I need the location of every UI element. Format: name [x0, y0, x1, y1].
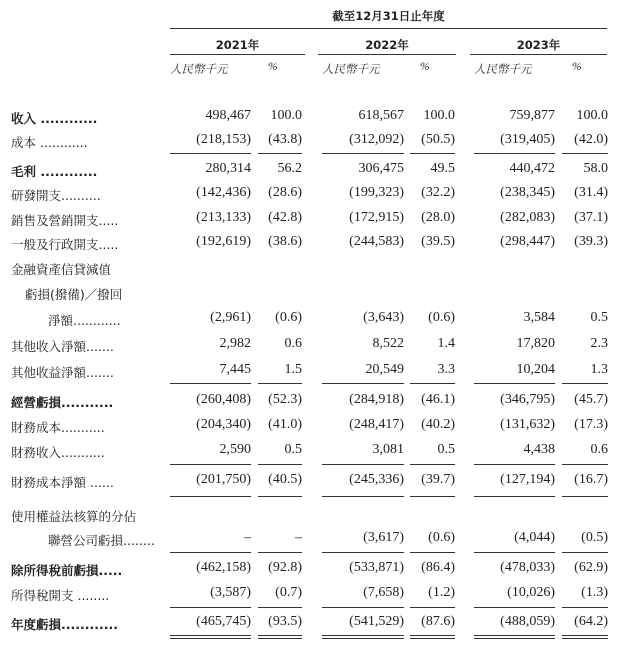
row-label: 收入 ............ — [11, 111, 98, 126]
cell-amount-2023: 10,204 — [516, 362, 555, 377]
row-label: 虧損(撥備)／撥回 — [25, 287, 123, 302]
cell-pct-2023: 2.3 — [590, 336, 608, 351]
cell-pct-2022: 49.5 — [430, 161, 455, 176]
row-label: 除所得稅前虧損..... — [11, 563, 123, 578]
year-rule-2021 — [170, 54, 305, 55]
cell-amount-2022: (172,915) — [349, 210, 404, 225]
row-label: 淨額............ — [48, 313, 121, 328]
cell-amount-2022: (312,092) — [349, 132, 404, 147]
cell-amount-2021: (201,750) — [196, 472, 251, 487]
year-header-2022: 2022年 — [365, 38, 409, 52]
row-label: 財務成本........... — [11, 420, 105, 435]
row-label: 使用權益法核算的分佔 — [11, 509, 137, 524]
row-label: 金融資產信貸減值 — [11, 262, 112, 277]
cell-amount-2021: 2,982 — [219, 336, 251, 351]
subtotal-rule — [258, 607, 302, 608]
row-label: 毛利 ............ — [11, 164, 98, 179]
subtotal-rule — [322, 464, 404, 465]
cell-amount-2023: 17,820 — [516, 336, 555, 351]
cell-amount-2022: (244,583) — [349, 234, 404, 249]
row-label: 年度虧損............ — [11, 617, 118, 632]
cell-amount-2021: (213,133) — [196, 210, 251, 225]
year-header-2021: 2021年 — [215, 38, 260, 52]
subtotal-rule — [410, 496, 455, 497]
cell-pct-2023: (39.3) — [574, 234, 608, 249]
cell-amount-2023: (127,194) — [500, 472, 555, 487]
subtotal-rule — [474, 552, 555, 553]
cell-pct-2023: (37.1) — [574, 210, 608, 225]
cell-amount-2022: 306,475 — [358, 161, 404, 176]
subtotal-rule — [322, 383, 404, 384]
subtotal-rule — [562, 383, 608, 384]
cell-amount-2023: (10,026) — [507, 585, 555, 600]
cell-pct-2021: (52.3) — [268, 392, 302, 407]
subtotal-rule — [410, 383, 455, 384]
cell-pct-2021: (40.5) — [268, 472, 302, 487]
cell-pct-2021: (38.6) — [268, 234, 302, 249]
subtotal-rule — [258, 552, 302, 553]
cell-pct-2021: 100.0 — [270, 108, 302, 123]
cell-amount-2022: 20,549 — [365, 362, 404, 377]
cell-pct-2023: (45.7) — [574, 392, 608, 407]
cell-amount-2021: (260,408) — [196, 392, 251, 407]
subtotal-rule — [170, 607, 251, 608]
cell-amount-2021: (3,587) — [210, 585, 251, 600]
row-label: 聯營公司虧損........ — [48, 533, 155, 548]
total-double-rule — [562, 638, 608, 639]
subtotal-rule — [170, 153, 251, 154]
cell-amount-2022: (3,617) — [363, 530, 404, 545]
subtotal-rule — [474, 383, 555, 384]
cell-amount-2023: 3,584 — [523, 310, 555, 325]
cell-pct-2023: (1.3) — [581, 585, 608, 600]
cell-pct-2023: (31.4) — [574, 185, 608, 200]
cell-pct-2021: (92.8) — [268, 560, 302, 575]
cell-pct-2021: (93.5) — [268, 614, 302, 629]
cell-pct-2021: (0.6) — [275, 310, 302, 325]
cell-pct-2022: (50.5) — [421, 132, 455, 147]
cell-amount-2021: (218,153) — [196, 132, 251, 147]
cell-pct-2022: (46.1) — [421, 392, 455, 407]
cell-pct-2022: (0.6) — [428, 310, 455, 325]
cell-pct-2021: (42.8) — [268, 210, 302, 225]
cell-amount-2022: (284,918) — [349, 392, 404, 407]
cell-amount-2022: (3,643) — [363, 310, 404, 325]
subtotal-rule — [322, 552, 404, 553]
cell-amount-2021: (465,745) — [196, 614, 251, 629]
cell-amount-2021: (204,340) — [196, 417, 251, 432]
row-label: 其他收益淨額....... — [11, 365, 114, 380]
pct-header-2023: % — [572, 61, 582, 73]
cell-amount-2022: 618,567 — [358, 108, 404, 123]
cell-amount-2023: (346,795) — [500, 392, 555, 407]
cell-amount-2023: 4,438 — [523, 442, 555, 457]
subtotal-rule — [170, 383, 251, 384]
year-header-2023: 2023年 — [516, 38, 561, 52]
cell-pct-2022: (40.2) — [421, 417, 455, 432]
cell-pct-2021: (41.0) — [268, 417, 302, 432]
subtotal-rule — [410, 607, 455, 608]
cell-amount-2022: 3,081 — [372, 442, 404, 457]
cell-pct-2022: (39.5) — [421, 234, 455, 249]
subtotal-rule — [170, 496, 251, 497]
total-double-rule — [170, 638, 251, 639]
cell-amount-2022: (533,871) — [349, 560, 404, 575]
row-label: 財務成本淨額 ...... — [11, 475, 114, 490]
subtotal-rule — [322, 496, 404, 497]
pct-header-2022: % — [420, 61, 430, 73]
row-label: 研發開支.......... — [11, 188, 101, 203]
subtotal-rule — [322, 153, 404, 154]
subtotal-rule — [410, 153, 455, 154]
cell-pct-2023: 0.5 — [590, 310, 608, 325]
cell-pct-2022: (1.2) — [428, 585, 455, 600]
subtotal-rule — [258, 464, 302, 465]
cell-amount-2022: (248,417) — [349, 417, 404, 432]
cell-amount-2022: (199,323) — [349, 185, 404, 200]
cell-amount-2021: 280,314 — [205, 161, 251, 176]
cell-amount-2021: 7,445 — [219, 362, 251, 377]
cell-pct-2023: (42.0) — [574, 132, 608, 147]
cell-pct-2022: (87.6) — [421, 614, 455, 629]
row-label: 經營虧損........... — [11, 395, 114, 410]
cell-pct-2023: 0.6 — [590, 442, 608, 457]
cell-amount-2023: (298,447) — [500, 234, 555, 249]
cell-pct-2023: (16.7) — [574, 472, 608, 487]
cell-amount-2021: (462,158) — [196, 560, 251, 575]
subtotal-rule — [562, 607, 608, 608]
total-double-rule — [410, 635, 455, 636]
cell-amount-2023: (131,632) — [500, 417, 555, 432]
cell-pct-2023: (0.5) — [581, 530, 608, 545]
subtotal-rule — [474, 464, 555, 465]
total-double-rule — [322, 635, 404, 636]
cell-pct-2022: 100.0 — [423, 108, 455, 123]
cell-amount-2021: (142,436) — [196, 185, 251, 200]
cell-pct-2021: (43.8) — [268, 132, 302, 147]
row-label: 所得稅開支 ........ — [11, 588, 110, 603]
cell-pct-2022: 0.5 — [437, 442, 455, 457]
cell-amount-2023: (282,083) — [500, 210, 555, 225]
cell-pct-2022: 3.3 — [437, 362, 455, 377]
cell-pct-2022: (28.0) — [421, 210, 455, 225]
cell-pct-2021: 56.2 — [277, 161, 302, 176]
subtotal-rule — [562, 464, 608, 465]
subtotal-rule — [474, 496, 555, 497]
cell-amount-2022: 8,522 — [372, 336, 404, 351]
pct-header-2021: % — [268, 61, 278, 73]
unit-header-2023: 人民幣千元 — [474, 64, 532, 76]
cell-pct-2021: (28.6) — [268, 185, 302, 200]
cell-pct-2023: (62.9) — [574, 560, 608, 575]
subtotal-rule — [410, 552, 455, 553]
cell-pct-2022: (32.2) — [421, 185, 455, 200]
subtotal-rule — [474, 153, 555, 154]
cell-amount-2023: (4,044) — [514, 530, 555, 545]
row-label: 其他收入淨額....... — [11, 339, 114, 354]
subtotal-rule — [410, 464, 455, 465]
cell-pct-2023: (64.2) — [574, 614, 608, 629]
total-double-rule — [170, 635, 251, 636]
subtotal-rule — [474, 607, 555, 608]
cell-amount-2021: – — [244, 530, 251, 545]
row-label: 銷售及營銷開支..... — [11, 213, 119, 228]
cell-pct-2021: (0.7) — [275, 585, 302, 600]
subtotal-rule — [562, 552, 608, 553]
cell-amount-2023: (238,345) — [500, 185, 555, 200]
period-header-rule — [170, 28, 607, 29]
cell-amount-2023: 759,877 — [509, 108, 555, 123]
total-double-rule — [562, 635, 608, 636]
unit-header-2021: 人民幣千元 — [170, 64, 228, 76]
row-label: 財務收入........... — [11, 445, 105, 460]
cell-pct-2021: 0.6 — [284, 336, 302, 351]
cell-amount-2022: (245,336) — [349, 472, 404, 487]
subtotal-rule — [258, 496, 302, 497]
cell-amount-2021: (192,619) — [196, 234, 251, 249]
cell-amount-2021: (2,961) — [210, 310, 251, 325]
total-double-rule — [474, 635, 555, 636]
cell-pct-2022: 1.4 — [437, 336, 455, 351]
cell-pct-2022: (86.4) — [421, 560, 455, 575]
cell-pct-2023: 100.0 — [576, 108, 608, 123]
total-double-rule — [474, 638, 555, 639]
cell-amount-2022: (7,658) — [363, 585, 404, 600]
total-double-rule — [410, 638, 455, 639]
cell-pct-2023: 58.0 — [583, 161, 608, 176]
cell-amount-2022: (541,529) — [349, 614, 404, 629]
subtotal-rule — [258, 153, 302, 154]
total-double-rule — [258, 638, 302, 639]
period-header: 截至12月31日止年度 — [332, 9, 445, 23]
subtotal-rule — [170, 552, 251, 553]
subtotal-rule — [258, 383, 302, 384]
subtotal-rule — [562, 153, 608, 154]
cell-pct-2022: (39.7) — [421, 472, 455, 487]
cell-amount-2021: 2,590 — [219, 442, 251, 457]
year-rule-2022 — [318, 54, 456, 55]
cell-pct-2021: – — [295, 530, 302, 545]
subtotal-rule — [170, 464, 251, 465]
cell-amount-2023: (319,405) — [500, 132, 555, 147]
year-rule-2023 — [470, 54, 607, 55]
cell-amount-2023: 440,472 — [509, 161, 555, 176]
cell-pct-2021: 0.5 — [284, 442, 302, 457]
subtotal-rule — [322, 607, 404, 608]
cell-pct-2023: (17.3) — [574, 417, 608, 432]
cell-amount-2021: 498,467 — [205, 108, 251, 123]
cell-pct-2022: (0.6) — [428, 530, 455, 545]
unit-header-2022: 人民幣千元 — [322, 64, 380, 76]
row-label: 成本 ............ — [11, 135, 88, 150]
row-label: 一般及行政開支..... — [11, 237, 119, 252]
cell-pct-2021: 1.5 — [284, 362, 302, 377]
cell-pct-2023: 1.3 — [590, 362, 608, 377]
cell-amount-2023: (478,033) — [500, 560, 555, 575]
subtotal-rule — [562, 496, 608, 497]
total-double-rule — [258, 635, 302, 636]
cell-amount-2023: (488,059) — [500, 614, 555, 629]
total-double-rule — [322, 638, 404, 639]
